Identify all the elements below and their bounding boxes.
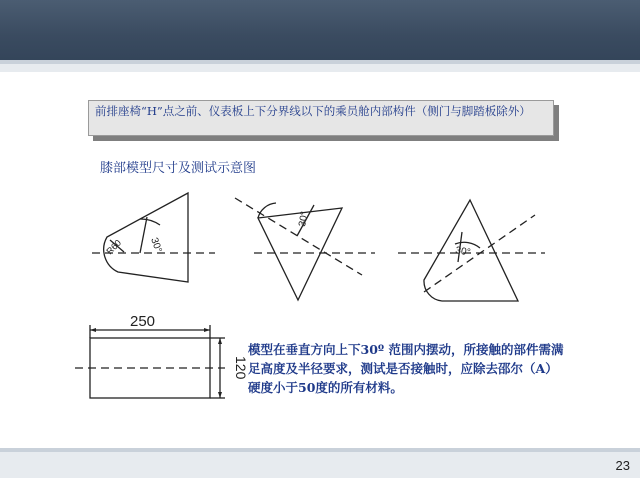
height-arrow-bottom — [218, 392, 222, 398]
page-number: 23 — [615, 458, 630, 473]
width-label: 250 — [130, 313, 156, 330]
radius-label: R60 — [104, 237, 124, 257]
angle-arc-1 — [140, 219, 160, 225]
angle-label-2: 30° — [297, 210, 311, 228]
angle-ray-1 — [140, 217, 147, 253]
knee-model-shape-3 — [424, 200, 518, 301]
footer-band — [0, 452, 640, 478]
angle-label-1: 30° — [148, 236, 164, 255]
height-arrow-top — [218, 338, 222, 344]
height-label: 120 — [233, 356, 249, 380]
width-arrow-left — [90, 328, 96, 332]
description-text: 模型在垂直方向上下30º 范围内摆动，所接触的部件需满足高度及半径要求，测试是否接触时，应除去邵尔（A）硬度小于50度的所有材料。 — [248, 342, 564, 395]
section-banner: 前排座椅“H”点之前、仪表板上下分界线以下的乘员舱内部构件（侧门与脚踏板除外） — [88, 100, 554, 136]
knee-model-shape-1 — [104, 193, 188, 282]
width-arrow-right — [204, 328, 210, 332]
angle-label-3: 30° — [454, 245, 472, 259]
diagonal-line-2 — [235, 198, 362, 275]
figure-subtitle: 膝部模型尺寸及测试示意图 — [100, 161, 257, 176]
